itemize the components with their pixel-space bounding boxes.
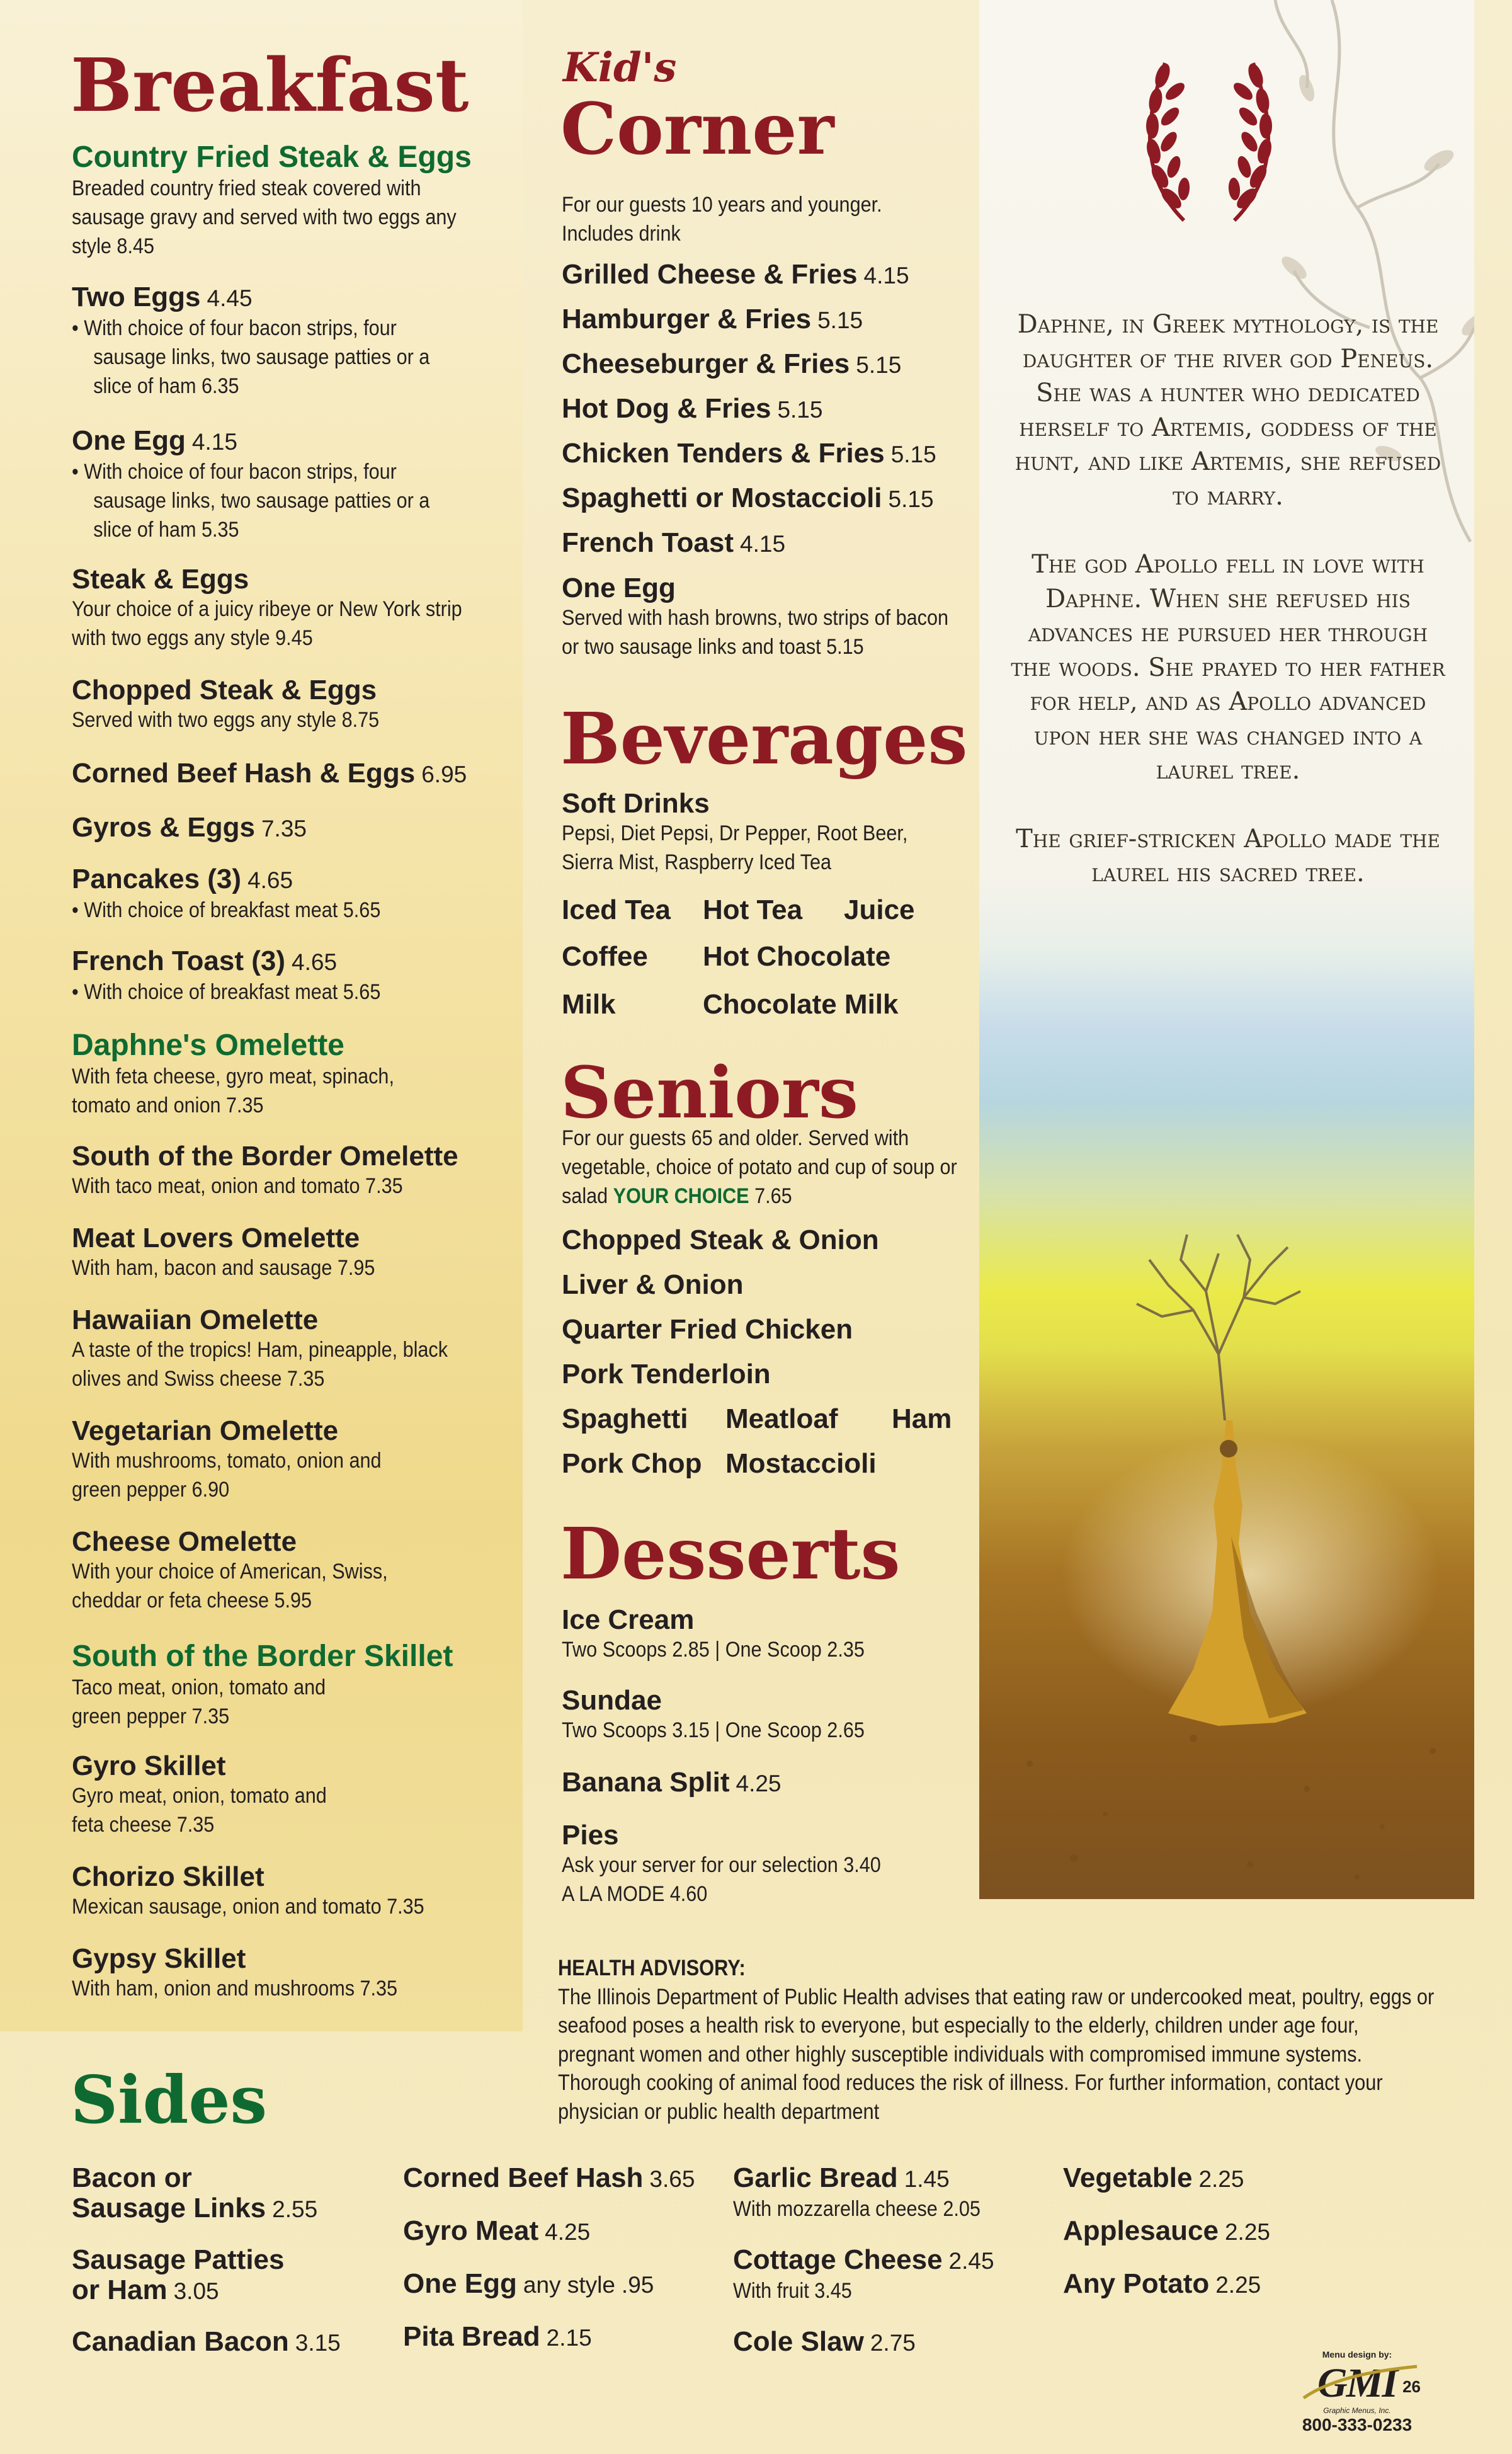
item-name: One Egg — [72, 425, 186, 456]
item-name: Corned Beef Hash — [403, 2162, 644, 2193]
bev-item: Hot Tea — [703, 894, 803, 925]
item-name: Gyros & Eggs — [72, 812, 255, 843]
side-item — [403, 2322, 592, 2353]
breakfast-title: Breakfast — [71, 43, 469, 128]
item-name: Spaghetti or Mostaccioli — [562, 482, 882, 513]
item-name: Ice Cream — [562, 1604, 695, 1635]
seniors-intro: For our guests 65 and older. Served with vegetable, choice of potato and cup of soup or salad YOUR CHOICE 7.65 — [562, 1126, 957, 1208]
bev-item: Chocolate Milk — [703, 989, 899, 1020]
menu-item — [562, 1605, 1066, 1664]
item-desc: With mozzarella cheese 2.05 — [733, 2197, 981, 2221]
health-advisory — [558, 1954, 1439, 2126]
item-price: 4.65 — [247, 867, 293, 893]
item-price: 4.15 — [191, 429, 237, 455]
desserts-title: Desserts — [560, 1513, 901, 1595]
item-name: South of the Border Skillet — [72, 1640, 453, 1673]
item-name: Cole Slaw — [733, 2326, 864, 2357]
seniors-item: Pork Chop — [562, 1448, 702, 1479]
seniors-price: 7.65 — [754, 1184, 792, 1208]
side-item — [403, 2163, 695, 2194]
side-item — [1063, 2216, 1270, 2247]
item-price: 6.95 — [421, 762, 467, 787]
item-desc: Served with hash browns, two strips of bacon or two sausage links and toast 5.15 — [562, 606, 949, 659]
item-name: Pita Bread — [403, 2321, 540, 2352]
menu-item — [72, 1862, 576, 1921]
item-name: Pies — [562, 1820, 619, 1851]
menu-item — [562, 394, 822, 425]
menu-item — [72, 1527, 475, 1615]
menu-item — [72, 426, 513, 544]
story-paragraph: The grief-stricken Apollo made the laurel his sacred tree. — [1016, 824, 1440, 887]
gmi-logo: GMI — [1317, 2360, 1397, 2406]
item-desc: Breaded country fried steak covered with sausage gravy and served with two eggs any style 8.45 — [72, 176, 457, 258]
item-name: One Egg — [562, 573, 676, 603]
item-name: French Toast — [562, 527, 734, 558]
menu-item — [72, 1305, 506, 1393]
item-name: Sausage Links — [72, 2193, 266, 2223]
item-name: Hamburger & Fries — [562, 304, 812, 334]
item-name: Pancakes (3) — [72, 864, 242, 894]
beverages-title: Beverages — [560, 698, 968, 780]
item-name: Country Fried Steak & Eggs — [72, 140, 472, 174]
item-name: Vegetarian Omelette — [72, 1415, 339, 1446]
item-desc: Ask your server for our selection 3.40 — [562, 1853, 881, 1877]
item-name: Gypsy Skillet — [72, 1943, 246, 1974]
item-price: 5.15 — [777, 397, 823, 423]
item-price: 2.45 — [948, 2248, 994, 2274]
item-price: 5.15 — [890, 442, 936, 467]
credit-sub: Graphic Menus, Inc. — [1323, 2406, 1391, 2415]
menu-item — [72, 282, 513, 401]
item-name: Garlic Bread — [733, 2162, 898, 2193]
menu-item — [72, 564, 513, 653]
menu-item — [72, 1751, 361, 1839]
menu-item — [562, 438, 936, 470]
item-price: 3.15 — [295, 2330, 341, 2356]
item-desc: With feta cheese, gyro meat, spinach, tomato and onion 7.35 — [72, 1064, 394, 1117]
menu-item — [72, 1944, 576, 2003]
side-item — [733, 2327, 916, 2358]
item-desc: • With choice of four bacon strips, four sausage links, two sausage patties or a slice of ham 6.35 — [72, 316, 430, 398]
seniors-item: Ham — [892, 1403, 952, 1434]
item-price: 2.25 — [1224, 2219, 1270, 2245]
menu-item — [562, 349, 901, 380]
side-item — [1063, 2269, 1261, 2300]
item-desc: With mushrooms, tomato, onion and green pepper 6.90 — [72, 1449, 382, 1502]
item-desc: Two Scoops 3.15 | One Scoop 2.65 — [562, 1718, 865, 1742]
item-name: Vegetable — [1063, 2162, 1193, 2193]
seniors-item: Liver & Onion — [562, 1269, 744, 1300]
item-name: Sundae — [562, 1685, 662, 1716]
item-name: Corned Beef Hash & Eggs — [72, 758, 416, 789]
health-text: The Illinois Department of Public Health advises that eating raw or undercooked meat, poultry, eggs or seafood poses a health risk to everyone, but especially to the elderly, children under age four, pregnant women and other highly susceptible individuals with compromised immune systems. Thorough cooking of animal food reduces the risk of illness. For further information, contact your physician or public health department — [558, 1984, 1435, 2124]
your-choice: YOUR CHOICE — [613, 1184, 749, 1208]
seniors-item: Mostaccioli — [725, 1448, 877, 1479]
item-price: 5.15 — [817, 307, 863, 333]
item-desc: With fruit 3.45 — [733, 2279, 852, 2303]
item-price: 4.15 — [740, 531, 786, 557]
health-title: HEALTH ADVISORY: — [558, 1956, 746, 1980]
item-price: .95 — [621, 2272, 654, 2298]
item-name: Meat Lovers Omelette — [72, 1223, 360, 1253]
item-name: Any Potato — [1063, 2268, 1210, 2299]
menu-item — [562, 304, 863, 336]
item-desc: Gyro meat, onion, tomato and feta cheese 7.35 — [72, 1784, 327, 1837]
item-price: 2.75 — [870, 2330, 916, 2356]
menu-item — [72, 946, 576, 1007]
item-name: Cheese Omelette — [72, 1526, 297, 1557]
item-desc: With taco meat, onion and tomato 7.35 — [72, 1174, 403, 1198]
menu-item — [72, 864, 576, 925]
menu-item — [562, 528, 785, 559]
menu-item — [72, 813, 307, 844]
side-item — [72, 2163, 317, 2225]
menu-item — [72, 675, 576, 734]
item-desc: A taste of the tropics! Ham, pineapple, black olives and Swiss cheese 7.35 — [72, 1338, 448, 1391]
item-desc: Two Scoops 2.85 | One Scoop 2.35 — [562, 1638, 865, 1662]
credit-phone: 800-333-0233 — [1302, 2415, 1413, 2434]
item-desc: A LA MODE 4.60 — [562, 1882, 708, 1906]
menu-item — [72, 1141, 576, 1201]
item-price: 4.45 — [207, 285, 253, 311]
seniors-item: Meatloaf — [725, 1403, 838, 1434]
item-price: 2.25 — [1215, 2272, 1261, 2298]
item-name: Chicken Tenders & Fries — [562, 438, 885, 469]
item-price: 2.55 — [272, 2196, 318, 2222]
item-name: Chorizo Skillet — [72, 1861, 264, 1892]
side-item — [72, 2245, 285, 2307]
item-desc: • With choice of breakfast meat 5.65 — [72, 980, 381, 1004]
story-paragraph: Daphne, in Greek mythology, is the daughter of the river god Peneus. She was a hunter who dedicated herself to Artemis, goddess of the hunt, and like Artemis, she refused to marry. — [1015, 310, 1441, 511]
item-price: 5.15 — [856, 352, 902, 378]
story-paragraph: The god Apollo fell in love with Daphne. When she refused his advances he pursued her through the woods. She prayed to her father for help, and as Apollo advanced upon her she was changed into a laurel tree. — [1011, 550, 1445, 785]
item-name: Canadian Bacon — [72, 2326, 289, 2357]
daphne-story — [1008, 307, 1448, 925]
menu-item — [562, 789, 990, 877]
seniors-item: Pork Tenderloin — [562, 1359, 771, 1390]
item-desc: With ham, bacon and sausage 7.95 — [72, 1256, 375, 1280]
menu-item — [562, 573, 996, 661]
page-number: 26 — [1402, 2377, 1421, 2396]
item-desc: With your choice of American, Swiss, cheddar or feta cheese 5.95 — [72, 1560, 388, 1612]
item-price: 4.65 — [292, 949, 338, 975]
item-name: Cheeseburger & Fries — [562, 348, 850, 379]
menu-item — [72, 1223, 576, 1282]
item-desc: Taco meat, onion, tomato and green pepper 7.35 — [72, 1675, 326, 1728]
item-desc: Pepsi, Diet Pepsi, Dr Pepper, Root Beer, Sierra Mist, Raspberry Iced Tea — [562, 821, 908, 874]
menu-item — [72, 758, 467, 790]
menu-item — [72, 141, 519, 261]
bev-item: Hot Chocolate — [703, 941, 891, 972]
kids-intro: For our guests 10 years and younger. Includes drink — [562, 193, 882, 246]
gmi-credit — [1285, 2349, 1430, 2450]
seniors-title: Seniors — [560, 1052, 858, 1134]
menu-item — [562, 1686, 1066, 1745]
item-name: or Ham — [72, 2274, 168, 2305]
item-price: 4.25 — [545, 2219, 591, 2245]
item-price: 3.05 — [173, 2278, 219, 2304]
credit-label: Menu design by: — [1322, 2349, 1392, 2360]
item-price: 3.65 — [649, 2166, 695, 2192]
item-price: 2.25 — [1198, 2166, 1244, 2192]
item-desc: Your choice of a juicy ribeye or New York strip with two eggs any style 9.45 — [72, 597, 462, 650]
seniors-item: Chopped Steak & Onion — [562, 1224, 879, 1255]
side-item — [403, 2216, 590, 2247]
bev-item: Iced Tea — [562, 894, 671, 925]
menu-item — [562, 483, 934, 515]
item-desc: With ham, onion and mushrooms 7.35 — [72, 1977, 398, 2000]
item-extra: any style — [523, 2272, 615, 2298]
item-name: South of the Border Omelette — [72, 1141, 458, 1172]
item-name: Banana Split — [562, 1767, 730, 1798]
item-price: 7.35 — [261, 816, 307, 842]
side-item — [72, 2327, 341, 2358]
kids-title-small: Kid's — [563, 44, 677, 91]
side-item — [403, 2269, 654, 2300]
bev-item: Juice — [844, 894, 915, 925]
side-item — [1063, 2163, 1244, 2194]
item-desc: • With choice of four bacon strips, four sausage links, two sausage patties or a slice of ham 5.35 — [72, 460, 430, 542]
item-desc: Mexican sausage, onion and tomato 7.35 — [72, 1895, 424, 1919]
menu-item — [562, 260, 909, 291]
item-desc: Served with two eggs any style 8.75 — [72, 708, 380, 732]
item-name: Bacon or — [72, 2162, 192, 2193]
item-name: Soft Drinks — [562, 788, 710, 819]
bev-item: Milk — [562, 989, 616, 1020]
item-name: Hawaiian Omelette — [72, 1304, 319, 1335]
seniors-item: Spaghetti — [562, 1403, 688, 1434]
item-name: Steak & Eggs — [72, 564, 249, 595]
item-name: Cottage Cheese — [733, 2244, 943, 2275]
sides-title: Sides — [71, 2061, 268, 2138]
item-name: Applesauce — [1063, 2215, 1219, 2246]
item-name: Chopped Steak & Eggs — [72, 675, 377, 705]
laurel-wreath-icon — [1121, 57, 1297, 233]
item-price: 4.15 — [863, 263, 909, 288]
item-name: Grilled Cheese & Fries — [562, 259, 858, 290]
menu-item — [72, 1416, 424, 1504]
seniors-item: Quarter Fried Chicken — [562, 1314, 853, 1345]
item-name: Gyro Meat — [403, 2215, 539, 2246]
item-price: 5.15 — [888, 486, 934, 512]
gmi-swoosh-icon — [1297, 2363, 1423, 2407]
item-desc: • With choice of breakfast meat 5.65 — [72, 898, 381, 922]
bev-item: Coffee — [562, 941, 648, 972]
item-name: One Egg — [403, 2268, 517, 2299]
item-price: 1.45 — [904, 2166, 950, 2192]
item-price: 2.15 — [546, 2325, 592, 2351]
item-name: Sausage Patties — [72, 2244, 285, 2275]
menu-item — [72, 1029, 487, 1120]
kids-title: Corner — [560, 88, 834, 171]
item-name: French Toast (3) — [72, 945, 286, 976]
item-name: Gyro Skillet — [72, 1750, 226, 1781]
menu-item — [562, 1767, 782, 1799]
item-name: Hot Dog & Fries — [562, 393, 771, 424]
menu-item — [562, 1820, 1066, 1909]
menu-item — [72, 1640, 453, 1731]
item-price: 4.25 — [736, 1771, 782, 1796]
item-name: Two Eggs — [72, 282, 201, 312]
item-name: Daphne's Omelette — [72, 1029, 344, 1062]
